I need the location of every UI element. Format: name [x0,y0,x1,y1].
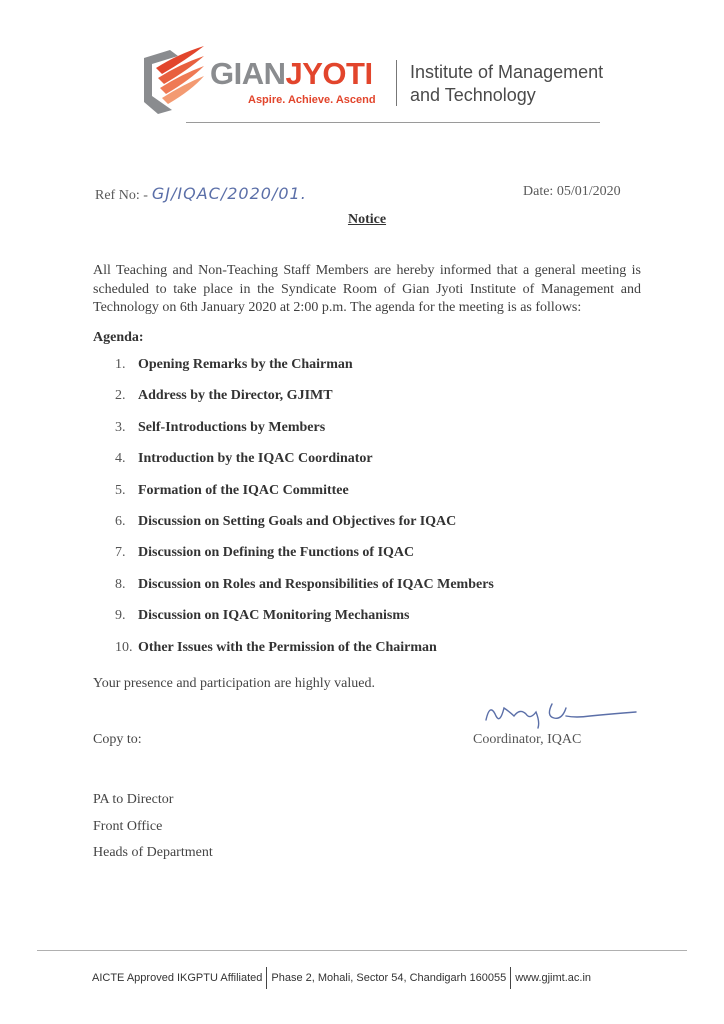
institute-line-2: and Technology [410,85,536,105]
notice-title: Notice [347,212,387,227]
agenda-item [0,420,724,451]
signatory-role: Coordinator, IQAC [473,732,582,747]
copy-to-item: Front Office [93,818,163,834]
footer-rule [37,950,687,951]
agenda-number: 6. [115,513,126,529]
agenda-item [0,483,724,514]
reference-number [95,184,307,204]
agenda-number: 9. [115,608,126,624]
agenda-text: Opening Remarks by the Chairman [138,357,353,372]
footer [92,967,591,989]
agenda-item [0,545,724,576]
agenda-list [0,357,724,671]
footer-divider [510,967,511,989]
agenda-text: Other Issues with the Permission of the Chairman [138,639,437,655]
header-divider [396,60,397,106]
agenda-number: 10. [115,639,133,655]
agenda-item [0,640,724,671]
agenda-number: 5. [115,482,126,498]
institute-line-1: Institute of Management [410,62,604,82]
agenda-number: 4. [115,451,126,467]
copy-to-list [93,792,213,872]
agenda-text: Self-Introductions by Members [138,419,326,435]
copy-to-label: Copy to: [93,732,142,747]
agenda-text: Address by the Director, GJIMT [138,388,333,404]
closing-line: Your presence and participation are highly valued. [93,676,375,691]
footer-approval: AICTE Approved IKGPTU Affiliated [92,972,263,984]
agenda-number: 2. [115,388,126,404]
copy-to-item: PA to Director [93,792,174,807]
notice-date: Date: 05/01/2020 [523,184,621,199]
gianjyoti-logo-icon [138,44,208,116]
brand-tagline: Aspire. Achieve. Ascend [248,94,376,106]
agenda-number: 1. [115,357,126,372]
agenda-text: Introduction by the IQAC Coordinator [138,451,373,467]
agenda-text: Discussion on Defining the Functions of IQAC [138,545,415,561]
institute-name [410,61,603,107]
brand-block [210,56,376,106]
agenda-item [0,388,724,419]
agenda-number: 8. [115,576,126,592]
agenda-number: 7. [115,545,126,561]
agenda-text: Formation of the IQAC Committee [138,482,349,498]
agenda-number: 3. [115,419,126,435]
agenda-item [0,608,724,639]
agenda-item [0,357,724,388]
agenda-text: Discussion on Setting Goals and Objectives for IQAC [138,513,457,529]
coordinator-signature [480,694,640,730]
agenda-item [0,577,724,608]
agenda-item [0,451,724,482]
agenda-heading: Agenda: [93,330,144,345]
ref-handwritten: GJ/IQAC/2020/01. [151,184,307,203]
ref-label: Ref No: - [95,188,148,203]
brand-name: GIANJYOTI [210,56,373,91]
notice-title-wrap [0,210,724,228]
header-rule [186,122,600,123]
copy-to-item: Heads of Department [93,845,213,860]
agenda-item [0,514,724,545]
agenda-text: Discussion on IQAC Monitoring Mechanisms [138,608,410,624]
notice-body: All Teaching and Non-Teaching Staff Members are hereby informed that a general meeting is scheduled to take place in the Syndicate Room of Gian Jyoti Institute of Management and Technology on 6th January 2020 at 2:00 p.m. The agenda for the meeting is as follows: [93,263,641,315]
footer-website[interactable]: www.gjimt.ac.in [515,972,592,984]
footer-address: Phase 2, Mohali, Sector 54, Chandigarh 160055 [271,972,507,984]
footer-divider [266,967,267,989]
agenda-text: Discussion on Roles and Responsibilities of IQAC Members [138,576,494,592]
